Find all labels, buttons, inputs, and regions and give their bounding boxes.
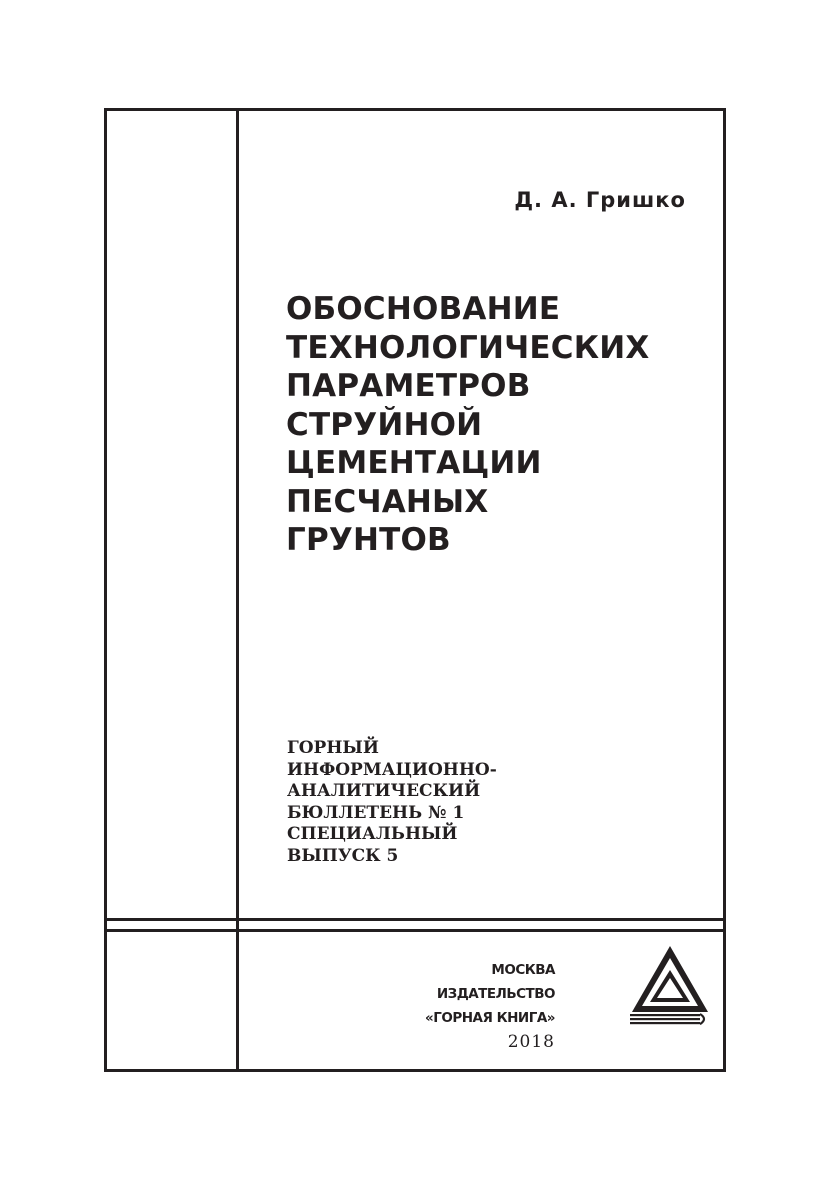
series-line: ГОРНЫЙ (287, 738, 379, 758)
title-line: ПАРАМЕТРОВ (286, 368, 531, 404)
title-line: ОБОСНОВАНИЕ (286, 291, 561, 327)
series-line: ВЫПУСК 5 (287, 845, 399, 866)
series-line: БЮЛЛЕТЕНЬ № 1 (287, 802, 465, 823)
horizontal-rule-lower (104, 929, 726, 932)
publication-year: 2018 (507, 1032, 555, 1052)
title-line: ПЕСЧАНЫХ (286, 483, 489, 520)
vertical-rule (236, 108, 239, 1072)
publisher-city: МОСКВА (491, 962, 555, 978)
title-line: ЦЕМЕНТАЦИИ (286, 445, 542, 481)
book-title (286, 290, 706, 560)
series-line: АНАЛИТИЧЕСКИЙ (287, 781, 481, 801)
series-line: СПЕЦИАЛЬНЫЙ (287, 824, 458, 844)
title-line: ГРУНТОВ (286, 522, 451, 558)
publisher-block (425, 958, 555, 1054)
cover-frame (104, 108, 726, 1072)
title-line: СТРУЙНОЙ (286, 406, 483, 443)
series-info (287, 738, 687, 867)
series-line: ИНФОРМАЦИОННО- (287, 759, 497, 780)
author-name: Д. А. Гришко (514, 188, 686, 212)
horizontal-rule-upper (104, 918, 726, 921)
title-line: ТЕХНОЛОГИЧЕСКИХ (286, 329, 650, 366)
publisher-triangle-book-logo-icon (630, 940, 710, 1030)
publisher-name: «ГОРНАЯ КНИГА» (425, 1010, 555, 1026)
publisher-label: ИЗДАТЕЛЬСТВО (436, 986, 555, 1002)
